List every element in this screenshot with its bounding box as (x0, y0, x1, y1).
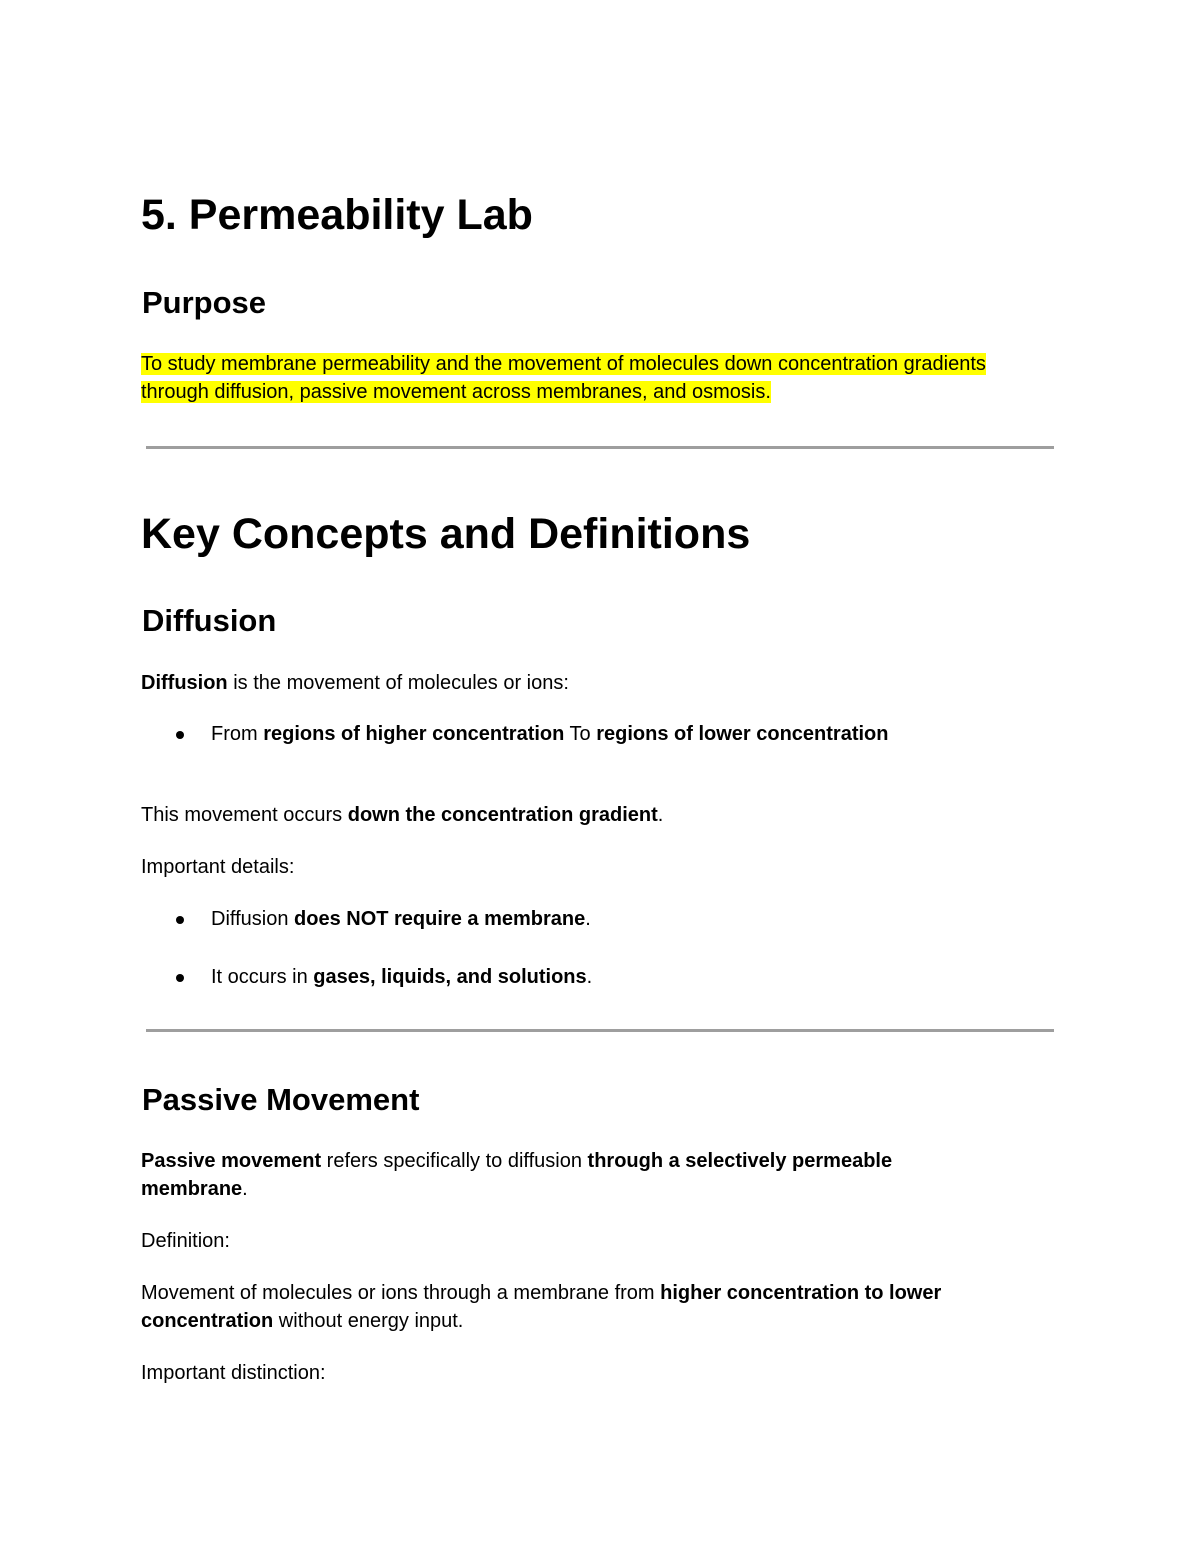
passive-intro-line-1 (141, 1147, 892, 1175)
passive-intro-line-2 (141, 1175, 248, 1203)
passive-period: . (242, 1178, 248, 1200)
bullet-from: From (211, 723, 264, 745)
purpose-highlight-2: through diffusion, passive movement across membranes, and osmosis. (141, 381, 771, 403)
detail2-pre: It occurs in (211, 966, 314, 988)
purpose-line-2 (141, 378, 771, 406)
detail1-post: . (585, 908, 591, 930)
definition-post: without energy input. (273, 1310, 464, 1332)
detail1-pre: Diffusion (211, 908, 295, 930)
passive-membrane: membrane (141, 1178, 243, 1200)
bullet-higher: regions of higher concentration (263, 723, 565, 745)
bullet-text (211, 905, 591, 933)
diffusion-term: Diffusion (141, 672, 228, 694)
bullet-icon (176, 916, 184, 924)
bullet-text (211, 720, 889, 748)
document-title: 5. Permeability Lab (141, 191, 533, 239)
passive-movement-heading: Passive Movement (142, 1082, 420, 1117)
important-details-label: Important details: (141, 856, 295, 878)
passive-mid: refers specifically to diffusion (321, 1150, 588, 1172)
definition-bold: higher concentration to lower (660, 1282, 942, 1304)
diffusion-intro-text: is the movement of molecules or ions: (227, 672, 569, 694)
important-distinction-label: Important distinction: (141, 1362, 326, 1384)
horizontal-rule (146, 446, 1054, 449)
detail2-bold: gases, liquids, and solutions (313, 966, 587, 988)
purpose-highlight-1: To study membrane permeability and the movement of molecules down concentration gradients (141, 353, 986, 375)
bullet-icon (176, 974, 184, 982)
gradient-post: . (657, 804, 664, 826)
horizontal-rule (146, 1029, 1054, 1032)
definition-label: Definition: (141, 1230, 230, 1252)
detail1-bold: does NOT require a membrane (294, 908, 586, 930)
passive-bold2: through a selectively permeable (587, 1150, 893, 1172)
definition-line-2 (141, 1307, 463, 1335)
bullet-to: To (564, 723, 597, 745)
bullet-text (211, 963, 592, 991)
detail2-post: . (586, 966, 593, 988)
gradient-bold: down the concentration gradient (347, 804, 658, 826)
purpose-heading: Purpose (142, 285, 267, 320)
definition-line-1 (141, 1279, 941, 1307)
definition-concentration: concentration (141, 1310, 274, 1332)
bullet-icon (176, 731, 184, 739)
gradient-pre: This movement occurs (141, 804, 348, 826)
gradient-sentence (141, 801, 663, 829)
diffusion-intro (141, 669, 569, 697)
bullet-lower: regions of lower concentration (596, 723, 889, 745)
purpose-line-1 (141, 350, 986, 378)
key-concepts-heading: Key Concepts and Definitions (141, 510, 751, 558)
definition-pre: Movement of molecules or ions through a membrane from (141, 1282, 661, 1304)
passive-term: Passive movement (141, 1150, 322, 1172)
diffusion-heading: Diffusion (142, 603, 277, 638)
